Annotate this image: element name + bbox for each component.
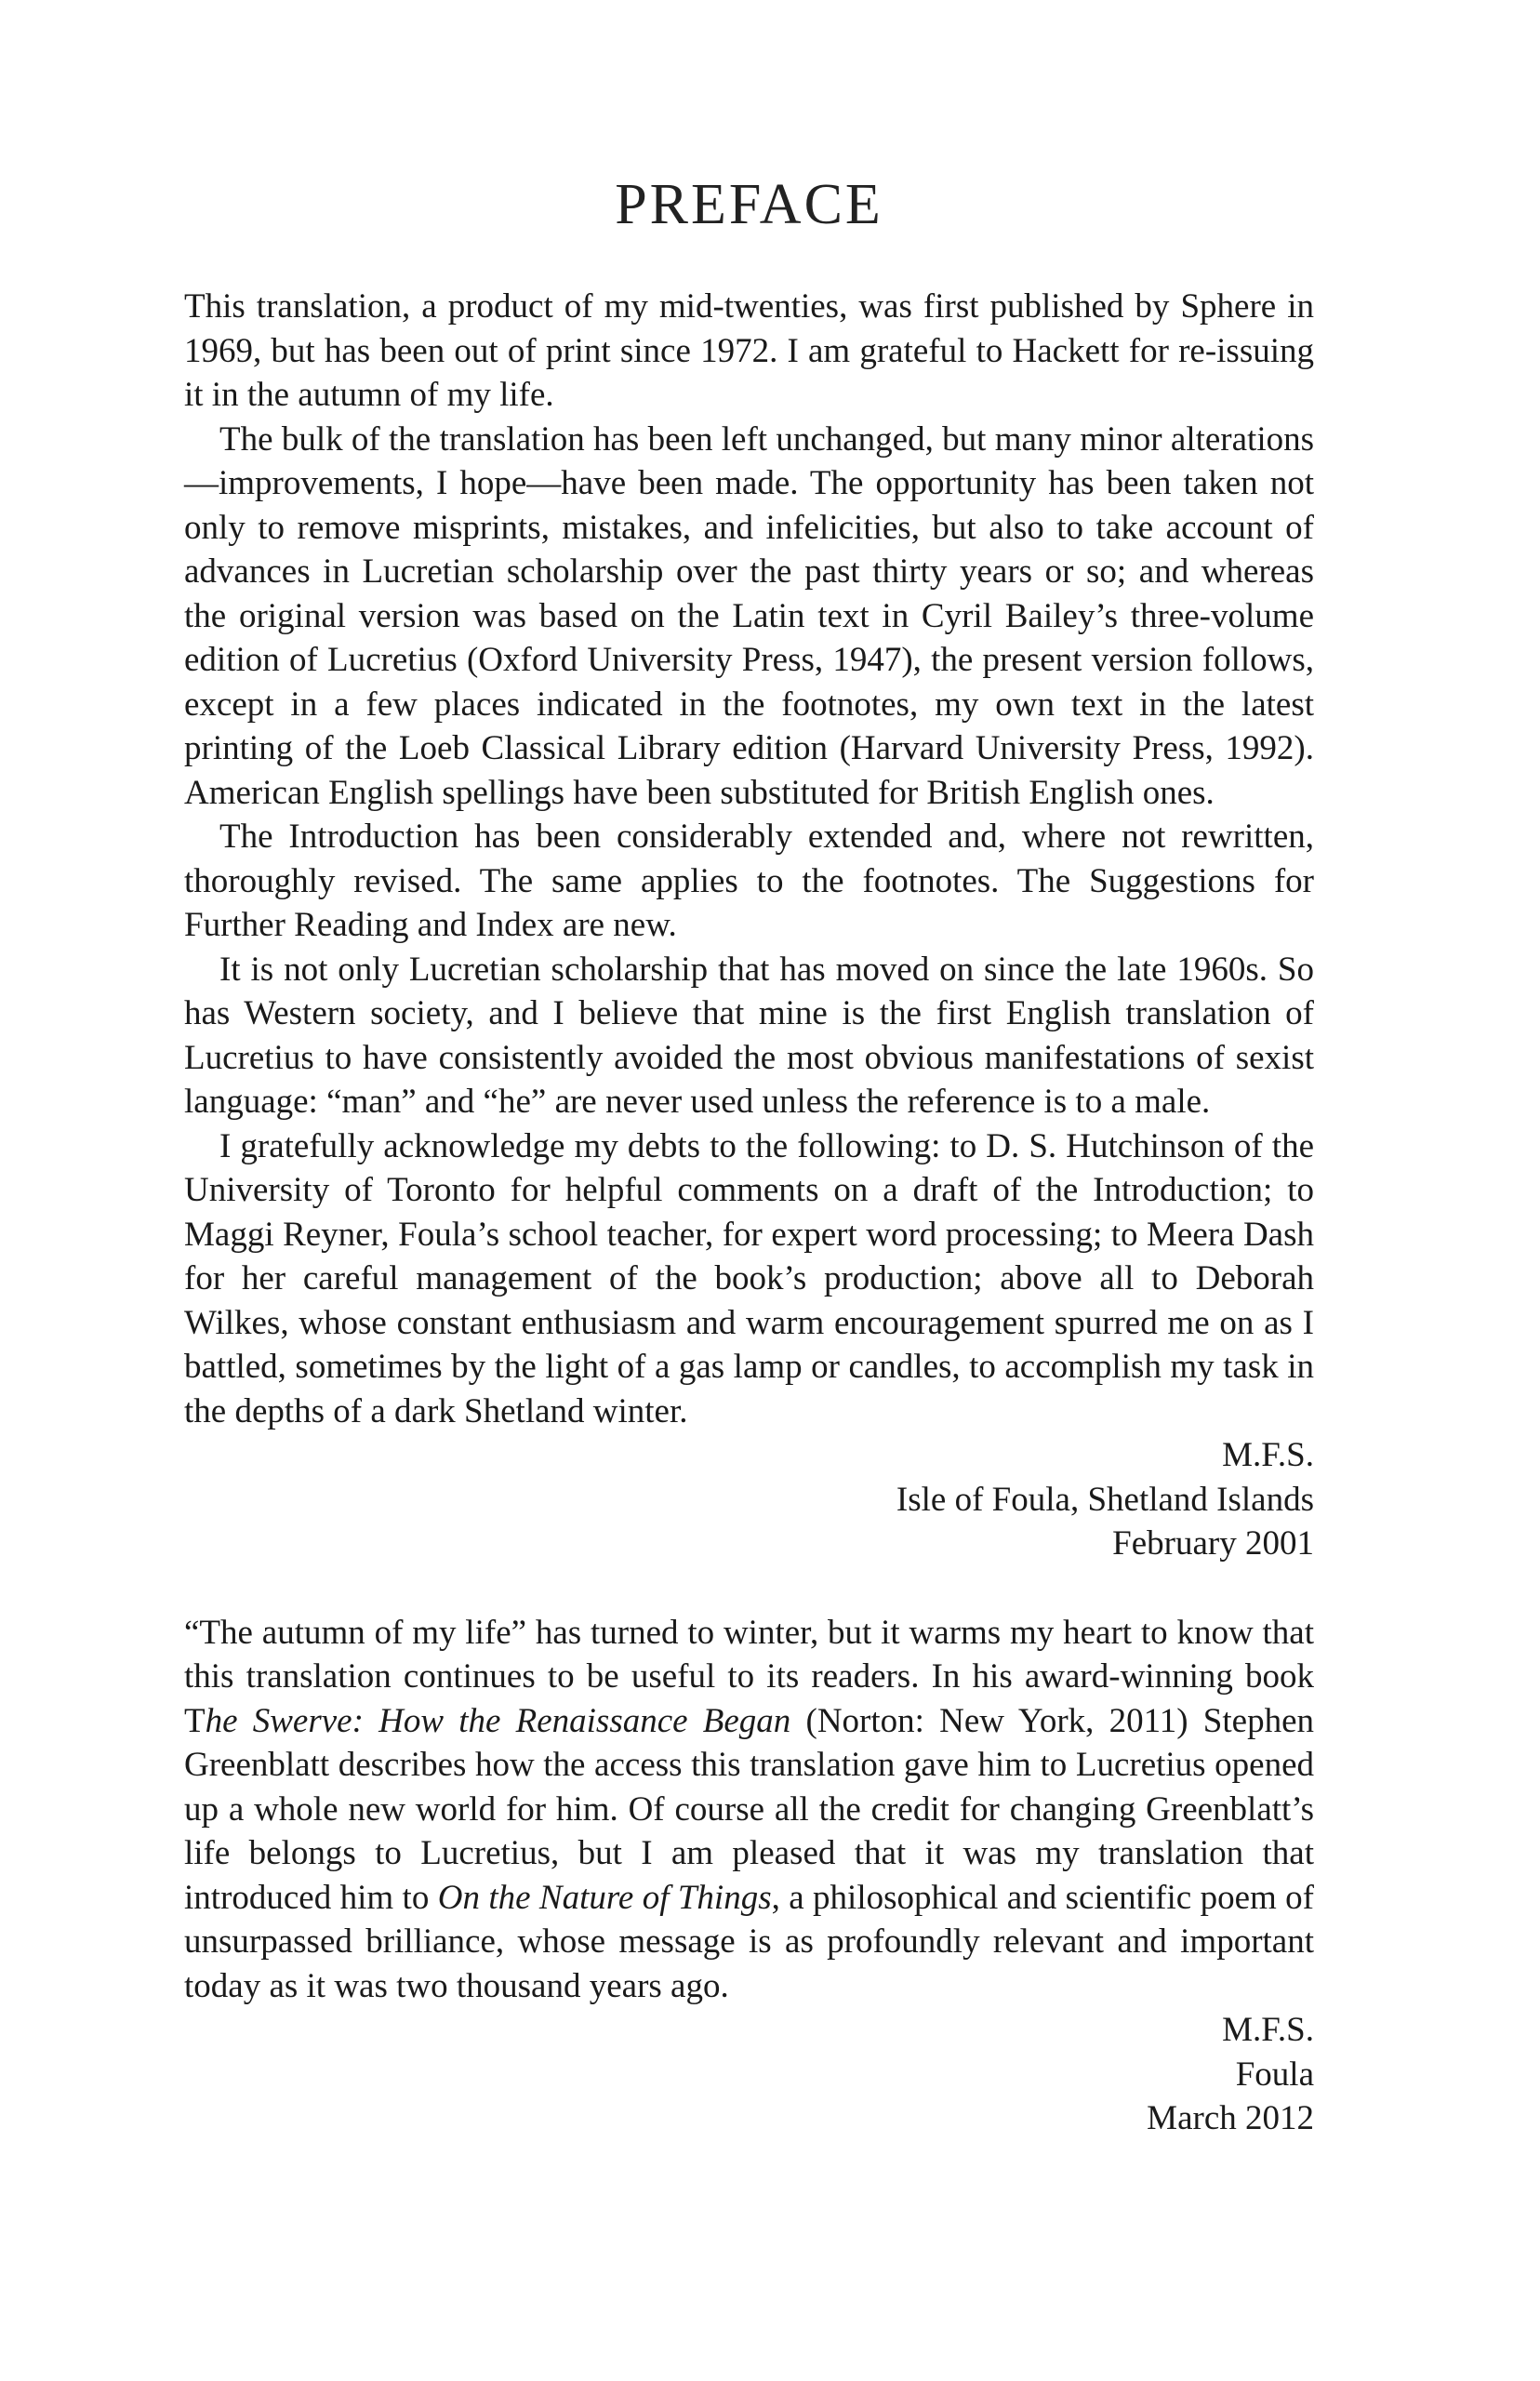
- book-title-swerve: he Swerve: How the Renaissance Began: [205, 1701, 791, 1740]
- signature-date: February 2001: [1112, 1524, 1314, 1563]
- postscript-text-3: , a philosophical and scientific poem of unsurpassed brilliance, whose message is as profoundly relevant and important today as it was two thousand years ago.: [184, 1878, 1314, 2005]
- section-gap: [184, 1566, 1314, 1611]
- signature-block-2001: [184, 1433, 1314, 1566]
- postscript-text-2: (Norton: New York, 2011) Stephen Greenblatt describes how the access this translation gave him to Lucretius opened up a whole new world for him. Of course all the credit for changing Greenblatt’s life belongs to Lucretius, but I am pleased that it was my translation that introduced him to: [184, 1701, 1314, 1917]
- paragraph-3: The Introduction has been considerably extended and, where not rewritten, thoroughly revised. The same applies to the footnotes. The Suggestions for Further Reading and Index are new.: [184, 818, 1314, 944]
- paragraph-2: The bulk of the translation has been left unchanged, but many minor alterations—improvements, I hope—have been made. The opportunity has been taken not only to remove misprints, mistakes, and infelicities, but also to take account of advances in Lucretian scholarship over the past thirty years or so; and whereas the original version was based on the Latin text in Cyril Bailey’s three-volume edition of Lucretius (Oxford University Press, 1947), the present version follows, except in a few places indicated in the footnotes, my own text in the latest printing of the Loeb Classical Library edition (Harvard University Press, 1992). American English spellings have been substituted for British English ones.: [184, 419, 1314, 812]
- page-title: PREFACE: [615, 173, 883, 236]
- signature-block-2012: [184, 2008, 1314, 2141]
- paragraph-5: I gratefully acknowledge my debts to the following: to D. S. Hutchinson of the University of Toronto for helpful comments on a draft of the Introduction; to Maggi Reyner, Foula’s school teacher, for expert word processing; to Meera Dash for her careful management of the book’s production; above all to Deborah Wilkes, whose constant enthusiasm and warm encouragement spurred me on as I battled, sometimes by the light of a gas lamp or candles, to accomplish my task in the depths of a dark Shetland winter.: [184, 1126, 1314, 1430]
- paragraph-1: This translation, a product of my mid-twenties, was first published by Sphere in 1969, but has been out of print since 1972. I am grateful to Hackett for re-issuing it in the autumn of my life.: [184, 287, 1314, 414]
- postscript-paragraph: [184, 1611, 1314, 2009]
- preface-page: [184, 167, 1314, 2141]
- signature-place: Isle of Foula, Shetland Islands: [896, 1480, 1314, 1519]
- book-title-nature-of-things: On the Nature of Things: [437, 1878, 772, 1917]
- signature-initials: M.F.S.: [1222, 1436, 1314, 1474]
- signature-place: Foula: [1235, 2055, 1314, 2094]
- signature-date: March 2012: [1147, 2099, 1314, 2137]
- postscript-text-1: “The autumn of my life” has turned to winter, but it warms my heart to know that this translation continues to be useful to its readers. In his award-winning book T: [184, 1613, 1314, 1740]
- signature-initials: M.F.S.: [1222, 2011, 1314, 2049]
- paragraph-4: It is not only Lucretian scholarship that has moved on since the late 1960s. So has Western society, and I believe that mine is the first English translation of Lucretius to have consistently avoided the most obvious manifestations of sexist language: “man” and “he” are never used unless the reference is to a male.: [184, 950, 1314, 1121]
